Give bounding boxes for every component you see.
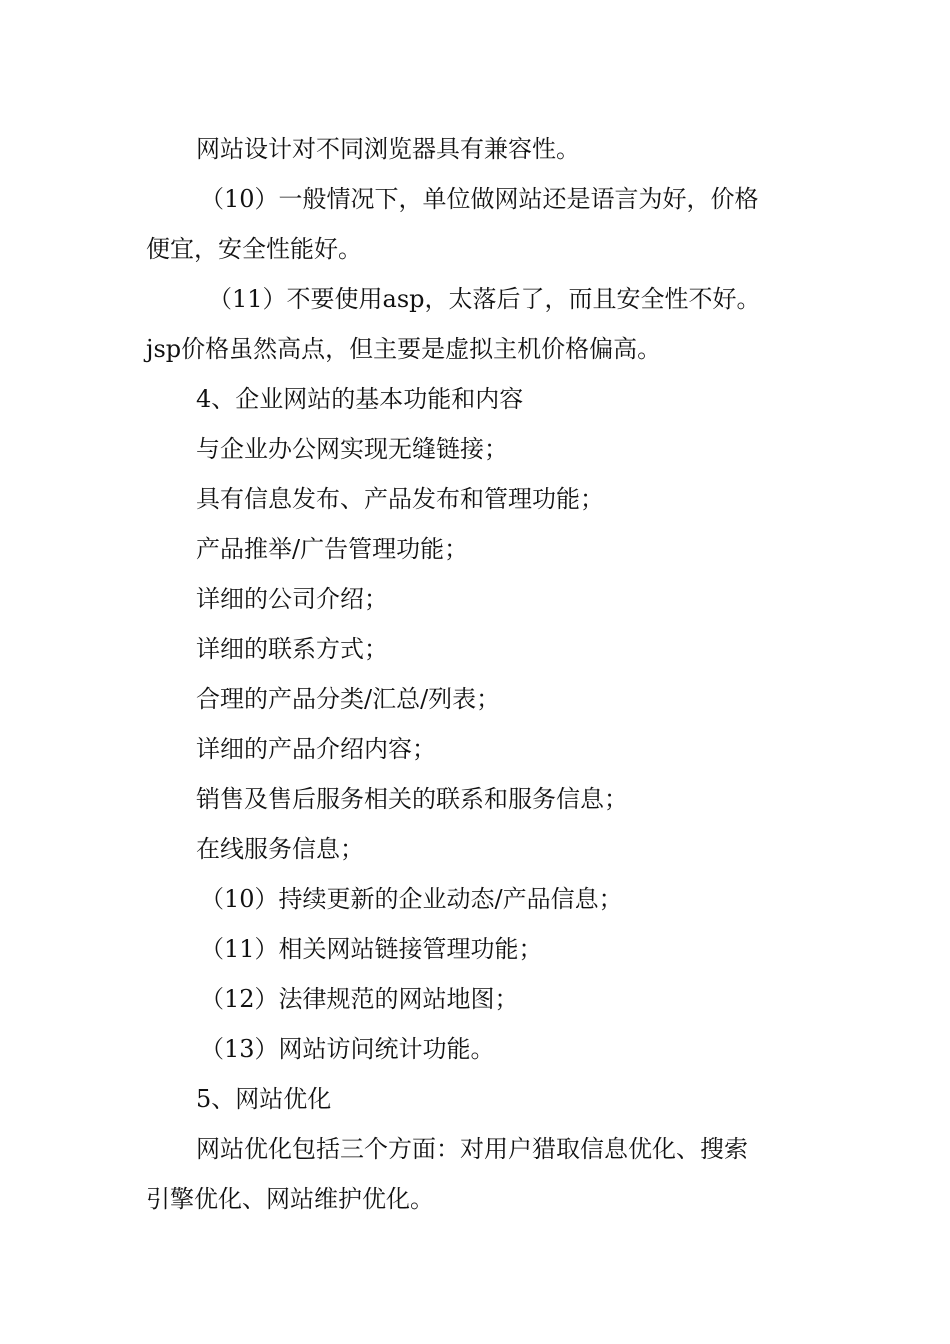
paragraph-line: 便宜，安全性能好。: [146, 235, 362, 263]
paragraph-line: 引擎优化、网站维护优化。: [146, 1185, 434, 1213]
section-heading: 5、网站优化: [196, 1085, 332, 1113]
paragraph-line: （11）不要使用asp，太落后了，而且安全性不好。: [208, 285, 761, 313]
section-heading: 4、企业网站的基本功能和内容: [196, 385, 524, 413]
list-item: （10）持续更新的企业动态/产品信息；: [200, 885, 623, 913]
list-item: 与企业办公网实现无缝链接；: [196, 435, 508, 463]
paragraph-line: 网站优化包括三个方面：对用户猎取信息优化、搜索: [196, 1135, 748, 1163]
list-item: 在线服务信息；: [196, 835, 364, 863]
list-item: 详细的产品介绍内容；: [196, 735, 436, 763]
list-item: 合理的产品分类/汇总/列表；: [196, 685, 501, 713]
list-item: （12）法律规范的网站地图；: [200, 985, 519, 1013]
list-item: 销售及售后服务相关的联系和服务信息；: [196, 785, 628, 813]
list-item: 详细的联系方式；: [196, 635, 388, 663]
paragraph-line: （10）一般情况下，单位做网站还是语言为好，价格: [200, 185, 759, 213]
list-item: 具有信息发布、产品发布和管理功能；: [196, 485, 604, 513]
paragraph-line: 网站设计对不同浏览器具有兼容性。: [196, 135, 580, 163]
list-item: 详细的公司介绍；: [196, 585, 388, 613]
list-item: 产品推举/广告管理功能；: [196, 535, 469, 563]
paragraph-line: jsp价格虽然高点，但主要是虚拟主机价格偏高。: [146, 335, 662, 363]
list-item: （11）相关网站链接管理功能；: [200, 935, 543, 963]
list-item: （13）网站访问统计功能。: [200, 1035, 495, 1063]
